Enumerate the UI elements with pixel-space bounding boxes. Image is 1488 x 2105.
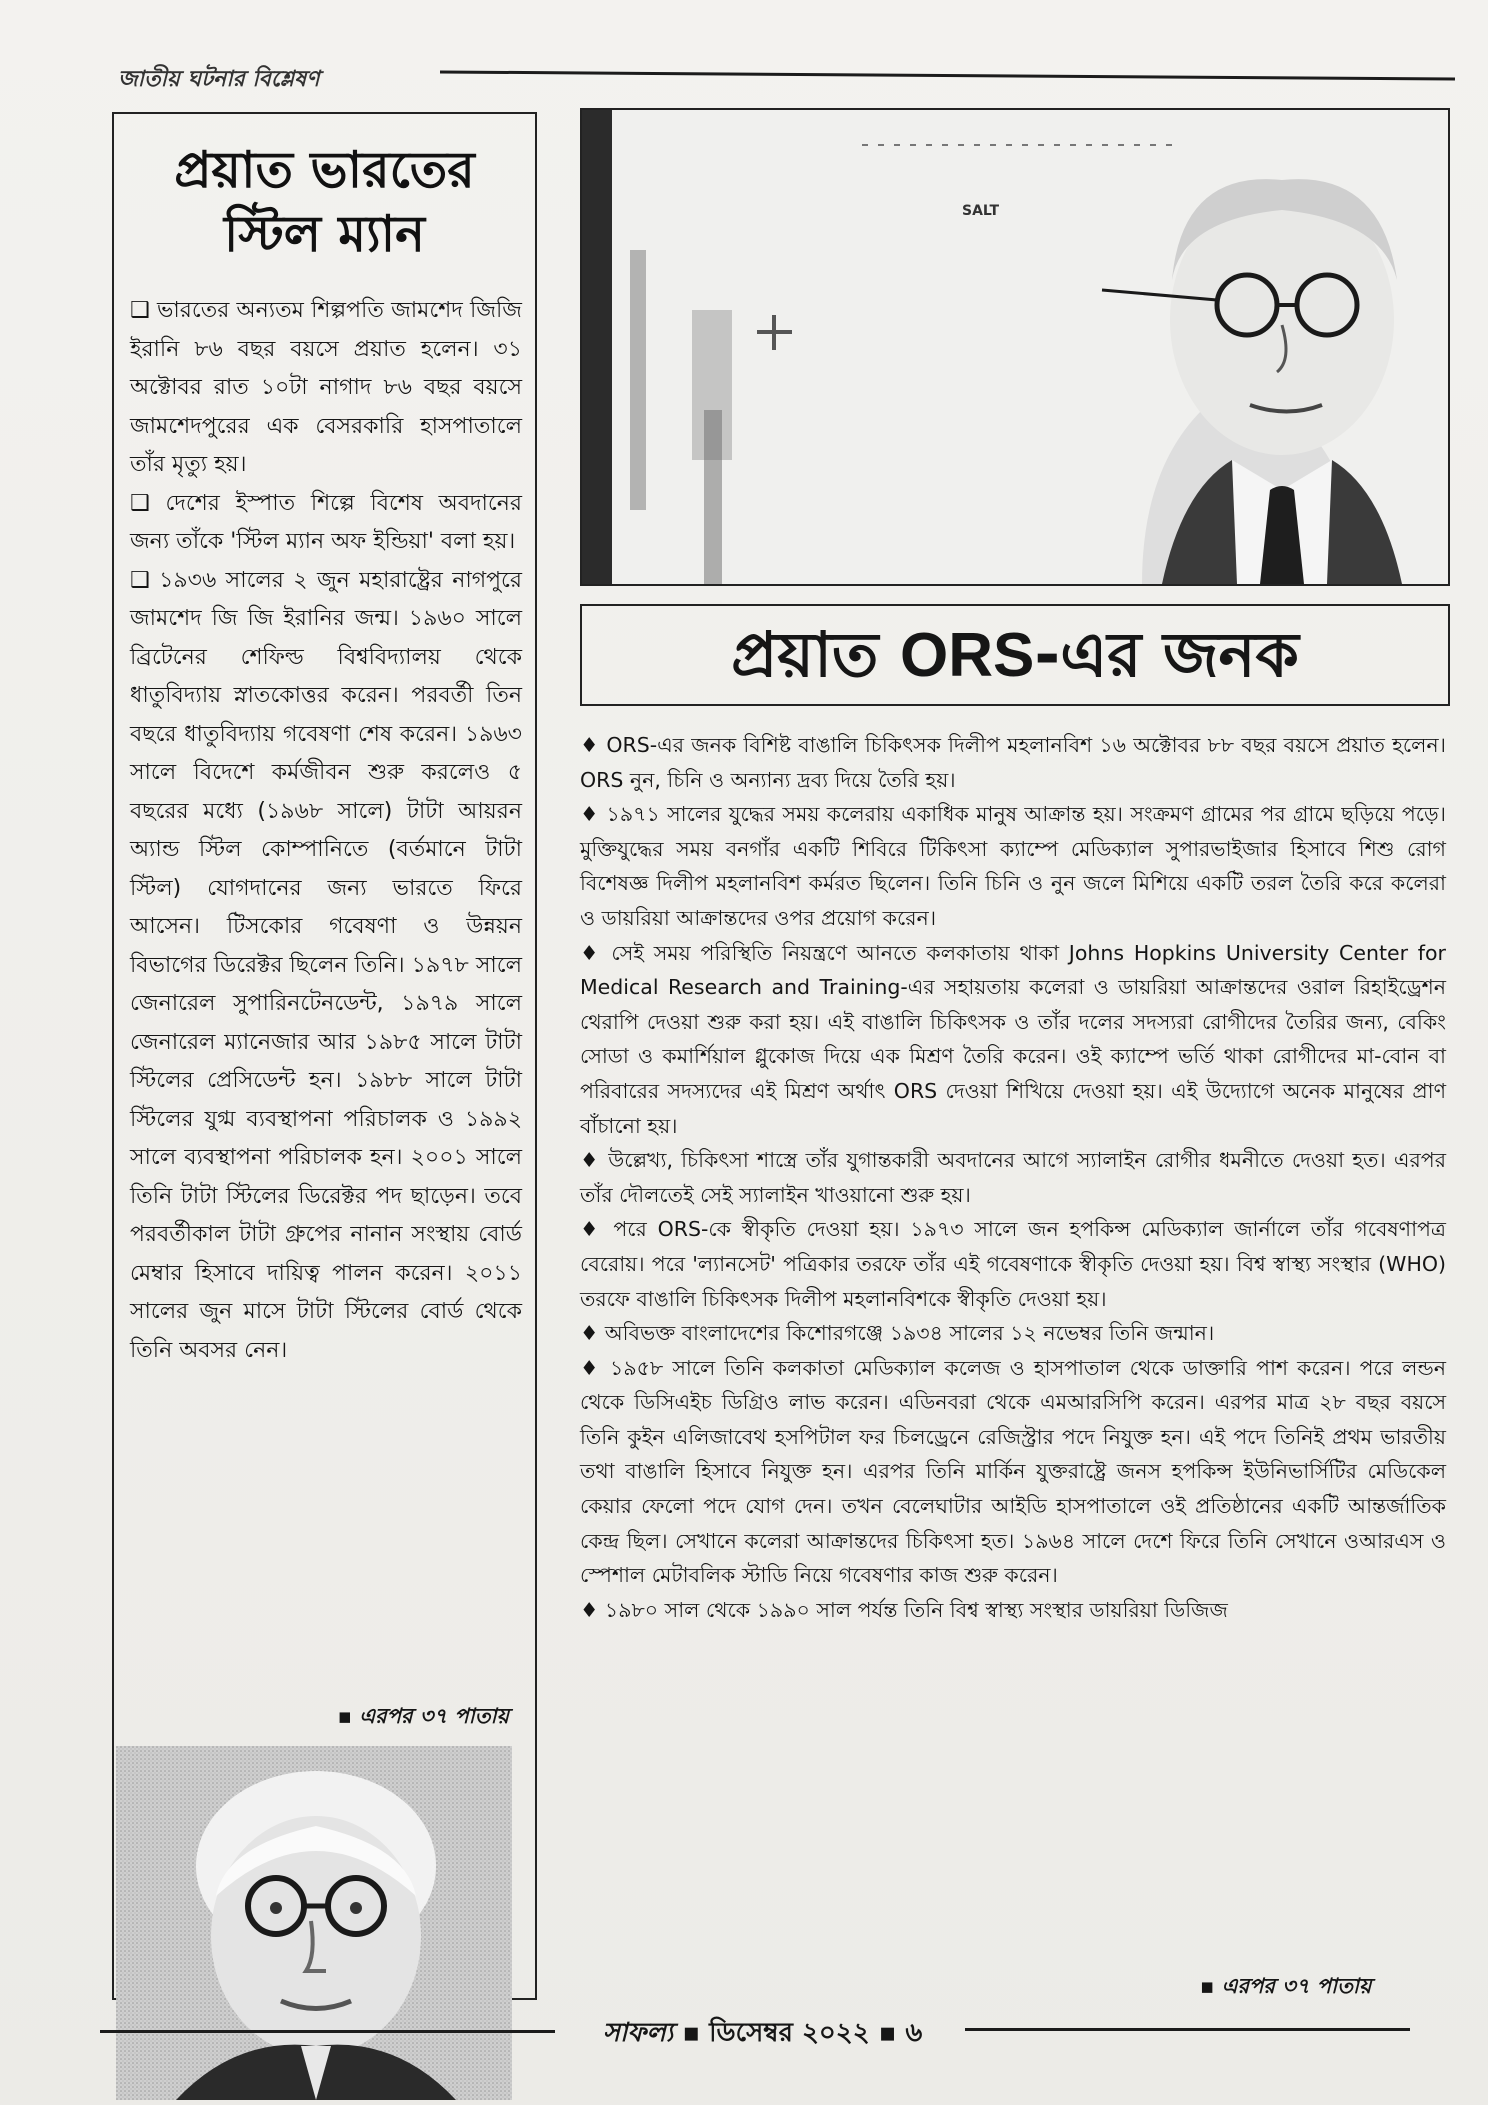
- footer-rule-left: [100, 2030, 555, 2033]
- portrait-photo-irani: [116, 1746, 512, 2100]
- footer-separator: ▪: [878, 2018, 897, 2048]
- ors-paragraph: ♦ পরে ORS-কে স্বীকৃতি দেওয়া হয়। ১৯৭৩ সালে জন হপকিন্স মেডিক্যাল জার্নালে তাঁর গবেষণাপত্র বেরোয়। পরে 'ল্যানসেট' পত্রিকার তরফে তাঁর এই গবেষণাকে স্বীকৃতি দেওয়া হয়। বিশ্ব স্বাস্থ্য সংস্থার (WHO) তরফে বাঙালি চিকিৎসক দিলীপ মহলানবিশকে স্বীকৃতি দেওয়া হয়।: [580, 1217, 1446, 1311]
- left-title-line1: প্রয়াত ভারতের: [174, 141, 475, 199]
- ors-continued-note: ▪ এরপর ৩৭ পাতায়: [1200, 1974, 1372, 1998]
- ors-paragraph: ♦ ১৯৭১ সালের যুদ্ধের সময় কলেরায় একাধিক মানুষ আক্রান্ত হয়। সংক্রমণ গ্রামের পর গ্রামে ছড়িয়ে পড়ে। মুক্তিযুদ্ধের সময় বনগাঁর একটি শিবিরে টিকিৎসা ক্যাম্পে মেডিক্যাল সুপারভাইজার হিসাবে শিশু রোগ বিশেষজ্ঞ দিলীপ মহলানবিশ কর্মরত ছিলেন। তিনি চিনি ও নুন জলে মিশিয়ে একটি তরল তৈরি করে কলেরা ও ডায়রিয়া আক্রান্তদের ওপর প্রয়োগ করেন।: [580, 802, 1446, 930]
- ors-paragraph: ♦ সেই সময় পরিস্থিতি নিয়ন্ত্রণে আনতে কলকাতায় থাকা Johns Hopkins University Center for Medical Research and Training-এর সহায়তায় কলেরা ও ডায়রিয়া আক্রান্তদের ওরাল রিহাইড্রেশন থেরাপি দেওয়া শুরু করা হয়। এই বাঙালি চিকিৎসক ও তাঁর দলের সদস্যরা রোগীদের তৈরির জন্য, বেকিং সোডা ও কমার্শিয়াল গ্লুকোজ দিয়ে এক মিশ্রণ তৈরি করেন। ওই ক্যাম্পে ভর্তি থাকা রোগীদের মা-বোন বা পরিবারের সদস্যদের এই মিশ্রণ অর্থাৎ ORS দেওয়া শিখিয়ে দেওয়া হয়। এই উদ্যোগে অনেক মানুষের প্রাণ বাঁচানো হয়।: [580, 940, 1446, 1138]
- ors-paragraph: ♦ অবিভক্ত বাংলাদেশের কিশোরগঞ্জে ১৯৩৪ সালের ১২ নভেম্বর তিনি জন্মান।: [580, 1321, 1215, 1346]
- portrait-irani-image: [116, 1746, 512, 2100]
- headline-prefix: প্রয়াত: [731, 618, 901, 691]
- left-article-box: [112, 112, 537, 2000]
- headline-suffix: -এর জনক: [1034, 618, 1299, 691]
- left-paragraph: ❑ ১৯৩৬ সালের ২ জুন মহারাষ্ট্রের নাগপুরে জামশেদ জি জি ইরানির জন্ম। ১৯৬০ সালে ব্রিটেনের শেফিল্ড বিশ্ববিদ্যালয় থেকে ধাতুবিদ্যায় স্নাতকোত্তর করেন। পরবর্তী তিন বছরে ধাতুবিদ্যায় গবেষণা শেষ করেন। ১৯৬৩ সালে বিদেশে কর্মজীবন শুরু করলেও ৫ বছরের মধ্যে (১৯৬৮ সালে) টাটা আয়রন অ্যান্ড স্টিল কোম্পানিতে (বর্তমানে টাটা স্টিল) যোগদানের জন্য ভারতে ফিরে আসেন। টিসকোর গবেষণা ও উন্নয়ন বিভাগের ডিরেক্টর ছিলেন তিনি। ১৯৭৮ সালে জেনারেল সুপারিনটেনডেন্ট, ১৯৭৯ সালে জেনারেল ম্যানেজার আর ১৯৮৫ সালে টাটা স্টিলের প্রেসিডেন্ট হন। ১৯৮৮ সালে টাটা স্টিলের যুগ্ম ব্যবস্থাপনা পরিচালক ও ১৯৯২ সালে ব্যবস্থাপনা পরিচালক হন। ২০০১ সালে তিনি টাটা স্টিলের ডিরেক্টর পদ ছাড়েন। তবে পরবর্তীকাল টাটা গ্রুপের নানান সংস্থায় বোর্ড মেম্বার হিসাবে দায়িত্ব পালন করেন। ২০১১ সালের জুন মাসে টাটা স্টিলের বোর্ড থেকে তিনি অবসর নেন।: [130, 567, 522, 1363]
- footer-rule-right: [965, 2028, 1410, 2031]
- photo-scrap-text: SALT: [962, 203, 1000, 219]
- left-paragraph: ❑ ভারতের অন্যতম শিল্পপতি জামশেদ জিজি ইরানি ৮৬ বছর বয়সে প্রয়াত হলেন। ৩১ অক্টোবর রাত ১০টা নাগাদ ৮৬ বছর বয়সে জামশেদপুরের এক বেসরকারি হাসপাতালে তাঁর মৃত্যু হয়।: [130, 298, 522, 477]
- footer-brand: সাফল্য: [602, 2018, 674, 2048]
- footer-month: ডিসেম্বর ২০২২: [709, 2018, 870, 2048]
- ors-paragraph: ♦ ১৯৮০ সাল থেকে ১৯৯০ সাল পর্যন্ত তিনি বিশ্ব স্বাস্থ্য সংস্থার ডায়রিয়া ডিজিজ: [580, 1597, 1228, 1622]
- ors-article-headline: [580, 604, 1450, 706]
- footer-page-number: ৬: [905, 2018, 923, 2048]
- left-article-title: [114, 138, 535, 266]
- footer: [565, 2012, 960, 2056]
- left-paragraph: ❑ দেশের ইস্পাত শিল্পে বিশেষ অবদানের জন্য তাঁকে 'স্টিল ম্যান অফ ইন্ডিয়া' বলা হয়।: [130, 490, 522, 554]
- ors-paragraph: ♦ ORS-এর জনক বিশিষ্ট বাঙালি চিকিৎসক দিলীপ মহলানবিশ ১৬ অক্টোবর ৮৮ বছর বয়সে প্রয়াত হলেন। ORS নুন, চিনি ও অন্যান্য দ্রব্য দিয়ে তৈরি হয়।: [580, 733, 1446, 792]
- header-rule: [440, 70, 1455, 80]
- ors-article-body: [580, 728, 1446, 1627]
- section-label: জাতীয় ঘটনার বিশ্লেষণ: [118, 67, 320, 92]
- portrait-photo-mahalanabis: [580, 108, 1450, 586]
- portrait-mahalanabis-image: [582, 110, 1448, 584]
- left-continued-note: ▪ এরপর ৩৭ পাতায়: [337, 1704, 509, 1728]
- ors-paragraph: ♦ উল্লেখ্য, চিকিৎসা শাস্ত্রে তাঁর যুগান্তকারী অবদানের আগে স্যালাইন রোগীর ধমনীতে দেওয়া হত। এরপর তাঁর দৌলতেই সেই স্যালাইন খাওয়ানো শুরু হয়।: [580, 1148, 1446, 1207]
- footer-separator: ▪: [682, 2018, 701, 2048]
- left-article-body: [130, 292, 522, 1370]
- ors-paragraph: ♦ ১৯৫৮ সালে তিনি কলকাতা মেডিক্যাল কলেজ ও হাসপাতাল থেকে ডাক্তারি পাশ করেন। পরে লন্ডন থেকে ডিসিএইচ ডিগ্রিও লাভ করেন। এডিনবরা থেকে এমআরসিপি করেন। এরপর মাত্র ২৮ বছর বয়সে তিনি কুইন এলিজাবেথ হসপিটাল ফর চিলড্রেনে রেজিস্ট্রার পদে নিযুক্ত হন। এই পদে তিনিই প্রথম ভারতীয় তথা বাঙালি হিসাবে নিযুক্ত হন। এরপর তিনি মার্কিন যুক্তরাষ্ট্রে জনস হপকিন্স ইউনিভার্সিটির মেডিকেল কেয়ার ফেলো পদে যোগ দেন। তখন বেলেঘাটার আইডি হাসপাতালে ওই প্রতিষ্ঠানের একটি আন্তর্জাতিক কেন্দ্র ছিল। সেখানে কলেরা আক্রান্তদের চিকিৎসা হত। ১৯৬৪ সালে দেশে ফিরে তিনি সেখানে ওআরএস ও স্পেশাল মেটাবলিক স্টাডি নিয়ে গবেষণার কাজ শুরু করেন।: [580, 1355, 1446, 1588]
- left-title-line2: স্টিল ম্যান: [224, 205, 425, 263]
- headline-ors: ORS: [900, 621, 1035, 690]
